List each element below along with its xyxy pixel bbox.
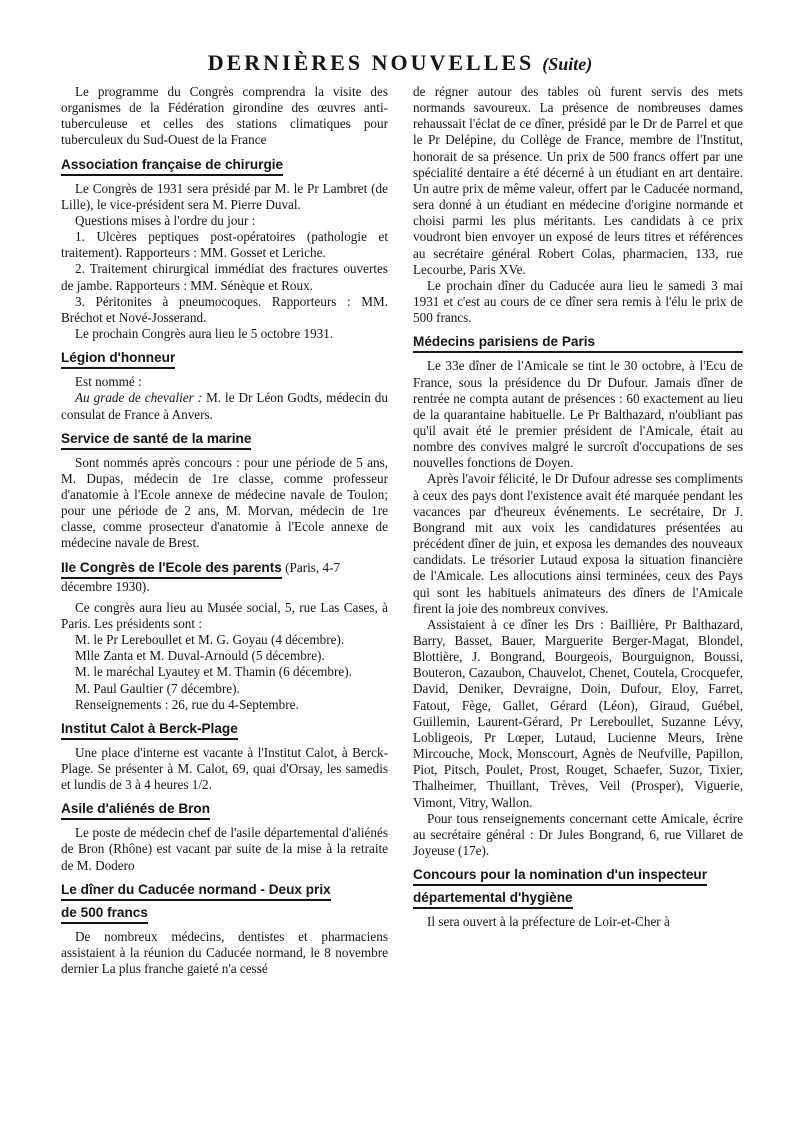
list-item: M. le maréchal Lyautey et M. Thamin (6 décembre).	[75, 664, 352, 680]
section-heading-bron: Asile d'aliénés de Bron	[61, 800, 210, 820]
section-heading-legion: Légion d'honneur	[61, 349, 175, 369]
paragraph: De nombreux médecins, dentistes et pharmaciens assistaient à la réunion du Caducée normand, le 8 novembre dernier La plus franche gaieté n'a cessé	[61, 928, 388, 977]
grade-text: M. le Dr Léon Godts, médecin du consulat de France à Anvers.	[61, 390, 388, 422]
paragraph: de régner autour des tables où furent servis des mets normands savoureux. La présence de nombreuses dames rehaussait l'éclat de ce dîner, présidé par le Dr de Parrel et que le Pr Delépine, du Collège de France, membre de l'Institut, honorait de sa présence. Un prix de 500 francs offert par une spécialité dentaire a été décerné à un étudiant en art dentaire. Un autre prix de même valeur, offert par le Caducée normand, sera donné à un étudiant en médecine d'origine normande et choisi parmi les plus méritants. Les candidats à ce prix voudront bien envoyer un exposé de leurs titres et références au secrétaire général Robert Colas, pharmacien, 133, rue Lecourbe, Paris XVe.	[413, 84, 743, 277]
list-item: M. le Pr Lereboullet et M. G. Goyau (4 décembre).	[75, 632, 345, 648]
title-suite: (Suite)	[542, 54, 593, 74]
heading-tail: (Paris, 4-7 décembre 1930).	[61, 559, 341, 594]
paragraph: Est nommé :	[75, 374, 142, 390]
paragraph: Ce congrès aura lieu au Musée social, 5, rue Las Cases, à Paris. Les présidents sont :	[61, 599, 388, 631]
paragraph: Sont nommés après concours : pour une période de 5 ans, M. Dupas, médecin de 1re classe, comme professeur d'anatomie à l'Ecole annexe de médecine navale de Toulon; pour une période de 2 ans, M. Morvan, médecin de 1re classe, comme prosecteur d'anatomie à l'Ecole annexe de médecine navale de Brest.	[61, 454, 388, 551]
list-item: 2. Traitement chirurgical immédiat des fractures ouvertes de jambe. Rapporteurs : MM. Sénèque et Roux.	[61, 261, 388, 293]
section-heading-caducee-line2: de 500 francs	[61, 904, 148, 924]
paragraph: Le Congrès de 1931 sera présidé par M. le Pr Lambret (de Lille), le vice-président sera M. Pierre Duval.	[61, 180, 388, 212]
section-heading-caducee: Le dîner du Caducée normand - Deux prix	[61, 881, 331, 901]
paragraph: Pour tous renseignements concernant cette Amicale, écrire au secrétaire général : Dr Jules Bongrand, 6, rue Villaret de Joyeuse (17e).	[413, 810, 743, 859]
section-heading-calot: Institut Calot à Berck-Plage	[61, 720, 238, 740]
right-column	[413, 84, 743, 930]
intro-paragraph: Le programme du Congrès comprendra la visite des organismes de la Fédération girondine des œuvres anti-tuberculeuse et celles des stations climatiques pour tuberculeux du Sud-Ouest de la France	[61, 84, 388, 148]
list-item: Renseignements : 26, rue du 4-Septembre.	[75, 696, 299, 712]
section-heading-marine: Service de santé de la marine	[61, 430, 251, 450]
section-heading-parents: IIe Congrès de l'Ecole des parents	[61, 559, 282, 579]
list-item: M. Paul Gaultier (7 décembre).	[75, 680, 240, 696]
title-text: DERNIÈRES NOUVELLES	[207, 50, 535, 75]
list-item: Mlle Zanta et M. Duval-Arnould (5 décembre).	[75, 648, 325, 664]
paragraph: Le 33e dîner de l'Amicale se tint le 30 octobre, à l'Ecu de France, sous la présidence du Dr Dufour. Jamais dîner de rentrée ne compta autant de présences : 60 exactement au lieu de la quarantaine habituelle. Le Pr Balthazard, n'oubliant pas qu'il avait été le premier président de l'Amicale, était au nombre des convives malgré le surcroît d'occupations de ses nouvelles fonctions de Doyen.	[413, 358, 743, 471]
paragraph: Une place d'interne est vacante à l'Institut Calot, à Berck-Plage. Se présenter à M. Calot, 69, quai d'Orsay, les samedis et lundis de 3 à 4 heures 1/2.	[61, 744, 388, 793]
section-heading-concours: Concours pour la nomination d'un inspecteur	[413, 866, 707, 886]
section-heading-chirurgie: Association française de chirurgie	[61, 156, 283, 176]
left-column	[61, 84, 388, 977]
paragraph	[61, 390, 388, 422]
page-title	[0, 50, 800, 76]
section-heading-concours-line2: départemental d'hygiène	[413, 889, 573, 909]
section-heading-parisiens: Médecins parisiens de Paris	[413, 333, 743, 353]
paragraph: Assistaient à ce dîner les Drs : Baillière, Pr Balthazard, Barry, Basset, Bauer, Marguerite Berger-Magat, Blondel, Blottière, J. Bongrand, Bourgeois, Bourguignon, Boussi, Bouteron, Cazaubon, Chauvelot, Chenet, Coutela, Crocquefer, David, Deniker, Devraigne, Doin, Dufour, Eloy, Farret, Fatout, Fège, Gallet, Gérard (Léon), Giraud, Guébel, Guillemin, Laurent-Gérard, Pr Lereboullet, Suzanne Lévy, Lobligeois, Pr Lœper, Lutaud, Lucienne Meurs, Irène Mircouche, Mock, Monscourt, Agnès de Neufville, Papillon, Piot, Pitsch, Poulet, Prost, Rouget, Schaefer, Suzor, Tixier, Thalheimer, Thuillant, Trèves, Veil (Prosper), Viguerie, Vimont, Vitry, Wallon.	[413, 616, 743, 810]
list-item: 3. Péritonites à pneumocoques. Rapporteurs : MM. Bréchot et Nové-Josserand.	[61, 293, 388, 325]
paragraph: Après l'avoir félicité, le Dr Dufour adresse ses compliments à ceux des pays dont l'existence avait été marquée pendant les vacances par d'heureux événements. Le secrétaire, Dr J. Bongrand mit aux voix les candidatures présentées au précédent dîner de juin, et exposa les demandes des nouveaux candidats. Le trésorier Lutaud exposa la situation financière de l'Amicale. Les allocutions ainsi terminées, ceux des Pays qui sont les habituels animateurs des dîners de l'Amicale firent la joie des nombreux convives.	[413, 471, 743, 616]
grade-label: Au grade de chevalier :	[75, 390, 203, 406]
paragraph: Le poste de médecin chef de l'asile départemental d'aliénés de Bron (Rhône) est vacant par suite de la mise à la retraite de M. Dodero	[61, 825, 388, 873]
paragraph: Le prochain Congrès aura lieu le 5 octobre 1931.	[75, 326, 334, 342]
list-item: 1. Ulcères peptiques post-opératoires (pathologie et traitement). Rapporteurs : MM. Gosset et Leriche.	[61, 229, 388, 261]
paragraph: Il sera ouvert à la préfecture de Loir-et-Cher à	[427, 914, 670, 930]
paragraph: Questions mises à l'ordre du jour :	[75, 212, 256, 228]
paragraph: Le prochain dîner du Caducée aura lieu le samedi 3 mai 1931 et c'est au cours de ce dîner sera remis à l'élu le prix de 500 francs.	[413, 277, 743, 326]
